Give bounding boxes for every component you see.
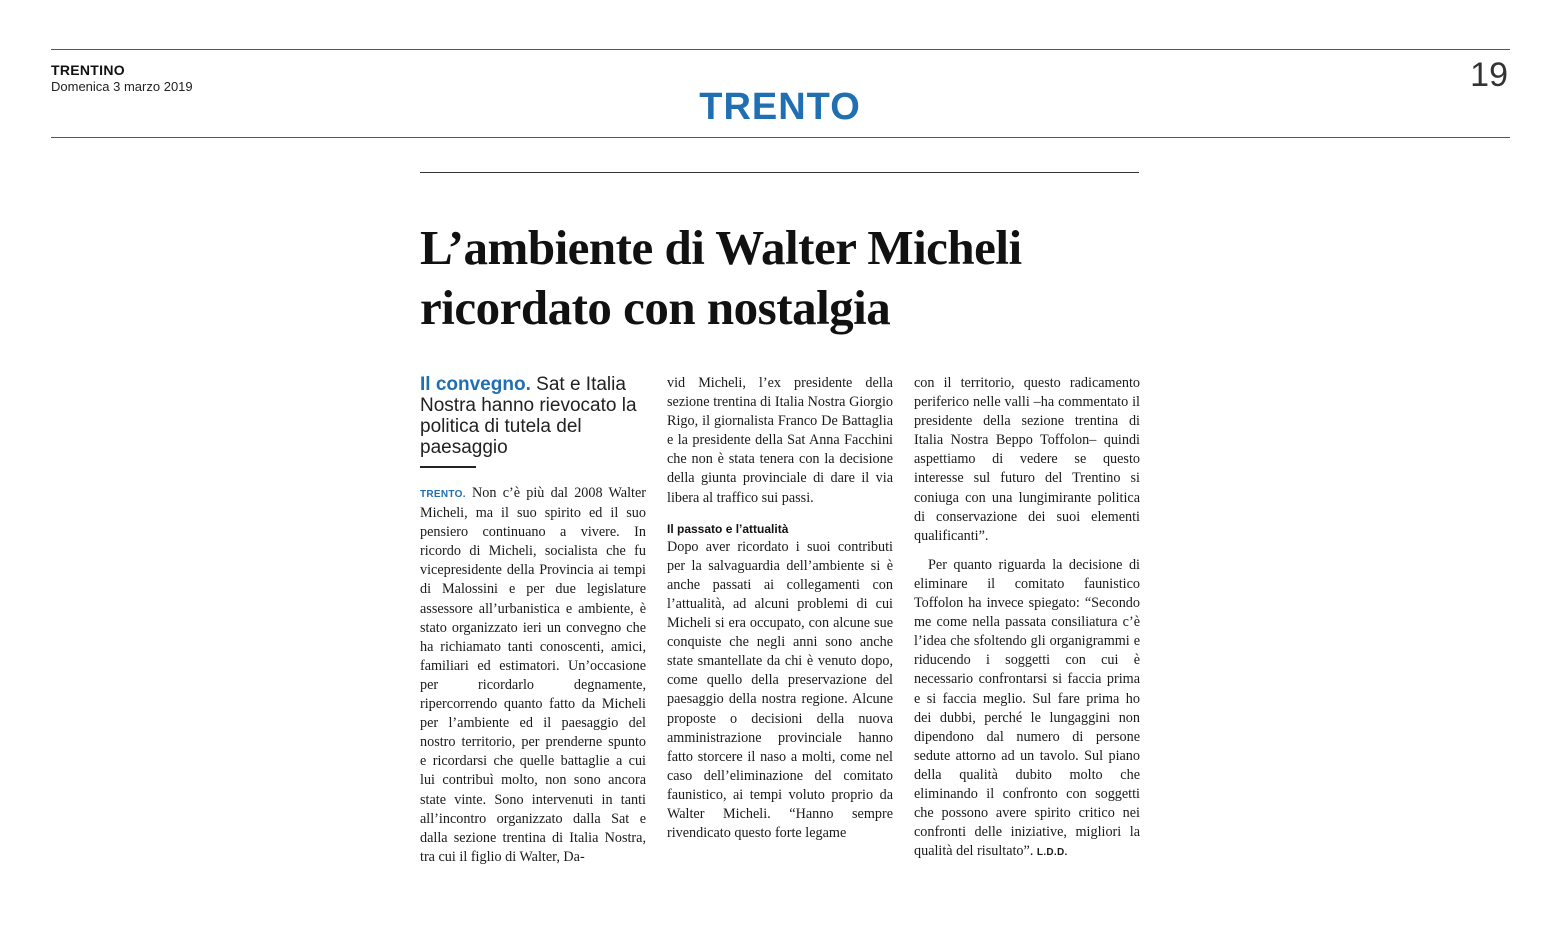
headline-line-2: ricordato con nostalgia: [420, 280, 891, 335]
kicker: Il convegno.: [420, 374, 531, 395]
col3-body-text: Per quanto riguarda la decisione di eliminare il comitato faunistico Toffolon ha invece spiegato: “Secondo me come nella passata consiliatura c’è l’idea che sfoltendo gli organigrammi e riducendo i soggetti con cui è necessario confrontarsi si faccia prima e si faccia meglio. Sul fare prima ho dei dubbi, perché le lungaggini non dipendono dal numero di persone sedute attorno ad un tavolo. Sul piano della qualità dubito molto che eliminando il confronto con soggetti che possono avere spirito critico nei confronti delle iniziative, migliori la qualità del risultato”.: [914, 556, 1140, 860]
column-3: [914, 374, 1140, 867]
page-number: 19: [1470, 56, 1508, 94]
author-signature: L.D.D.: [1036, 847, 1068, 859]
body-paragraph: vid Micheli, l’ex presidente della sezione trentina di Italia Nostra Giorgio Rigo, il giornalista Franco De Battaglia e la presidente della Sat Anna Facchini che non è stata tenera con la decisione della giunta provinciale di dare il via libera al traffico sui passi.: [667, 375, 893, 506]
headline-line-1: L’ambiente di Walter Micheli: [420, 220, 1022, 275]
subhead-divider: [420, 466, 476, 468]
dateline: TRENTO.: [420, 489, 466, 500]
body-paragraph: [914, 556, 1140, 863]
top-rule: [51, 49, 1510, 50]
section-title: TRENTO: [699, 86, 861, 128]
body-paragraph: [420, 484, 646, 867]
col1-body-text: Non c’è più dal 2008 Walter Micheli, ma il suo spirito ed il suo pensiero continuano a vivere. In ricordo di Micheli, socialista che fu vicepresidente della Provincia ai tempi di Malossini e per due legislature assessore all’urbanistica e ambiente, è stato organizzato ieri un convegno che ha richiamato tanti conoscenti, amici, familiari ed estimatori. Un’occasione per ricordarlo degnamente, ripercorrendo quanto fatto da Micheli per l’ambiente ed il paesaggio del nostro territorio, per prenderne spunto e ricordarsi che quelle battaglie a cui lui contribuì molto, non sono ancora state vinte. Sono intervenuti in tanti all’incontro organizzato dalla Sat e dalla sezione trentina di Italia Nostra, tra cui il figlio di Walter, Da-: [420, 485, 646, 865]
article-top-rule: [420, 172, 1139, 173]
body-paragraph: Dopo aver ricordato i suoi contributi per la salvaguardia dell’ambiente si è anche passati ai collegamenti con l’attualità, ad alcuni problemi di cui Micheli si era occupato, con alcune sue conquiste che negli anni sono anche state smantellate da chi è venuto dopo, come quello della preservazione del paesaggio della nostra regione. Alcune proposte o decisioni della nuova amministrazione provinciale hanno fatto storcere il naso a molti, come nel caso dell’eliminazione del comitato faunistico, ai tempi voluto proprio da Walter Micheli. “Hanno sempre rivendicato questo forte legame: [667, 538, 893, 842]
issue-date: Domenica 3 marzo 2019: [51, 79, 193, 94]
crosshead: Il passato e l’attualità: [667, 521, 789, 536]
subheadline: [420, 374, 646, 458]
body-paragraph: con il territorio, questo radicamento periferico nelle valli –ha commentato il presidente della sezione trentina di Italia Nostra Beppo Toffolon– quindi aspettiamo di vedere se questo interesse sul futuro del Trentino si coniuga con una lungimirante politica di conservazione dei suoi elementi qualificanti”.: [914, 375, 1140, 544]
article-columns: [420, 374, 1140, 867]
column-1: [420, 374, 646, 867]
article-headline: [420, 218, 1160, 338]
column-2: [667, 374, 893, 867]
subhead-text: Sat e Italia Nostra hanno rievocato la politica di tutela del paesaggio: [420, 374, 637, 458]
header-bottom-rule: [51, 137, 1510, 138]
newspaper-name: TRENTINO: [51, 62, 125, 78]
